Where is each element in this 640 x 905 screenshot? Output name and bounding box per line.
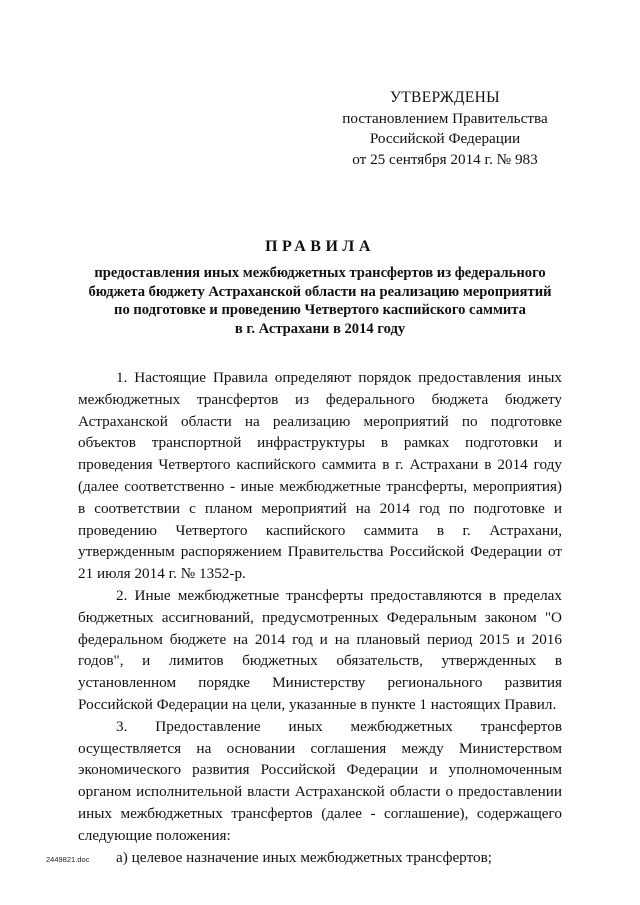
- title-line: в г. Астрахани в 2014 году: [234, 320, 406, 337]
- approval-line: Российской Федерации: [369, 130, 521, 147]
- footer-doc-id: 2449821.doc: [46, 855, 90, 864]
- approval-heading: УТВЕРЖДЕНЫ: [390, 89, 500, 106]
- document-body: [78, 367, 562, 868]
- paragraph: 1. Настоящие Правила определяют порядок предоставления иных межбюджетных трансфертов из федерального бюджета бюджету Астраханской области на реализацию мероприятий по подготовке объектов транспортной инфраструктуры в рамках подготовки и проведения Четвертого каспийского саммита в г. Астрахани в 2014 году (далее соответственно - иные межбюджетные трансферты, мероприятия) в соответствии с планом мероприятий на 2014 год по подготовке и проведению Четвертого каспийского саммита в г. Астрахани, утвержденным распоряжением Правительства Российской Федерации от 21 июля 2014 г. № 1352-р.: [78, 369, 562, 583]
- title-line: по подготовке и проведению Четвертого каспийского саммита: [114, 302, 526, 319]
- title-line: бюджета бюджету Астраханской области на реализацию мероприятий: [88, 283, 552, 300]
- paragraph: а) целевое назначение иных межбюджетных трансфертов;: [116, 848, 492, 866]
- title-line: предоставления иных межбюджетных трансфертов из федерального: [94, 265, 546, 281]
- approval-line: постановлением Правительства: [342, 109, 548, 127]
- paragraph: 3. Предоставление иных межбюджетных трансфертов осуществляется на основании соглашения между Министерством экономического развития Российской Федерации и уполномоченным органом исполнительной власти Астраханской области о предоставлении иных межбюджетных трансфертов (далее - соглашение), содержащего следующие положения:: [78, 717, 562, 844]
- document-title: [64, 238, 576, 338]
- approval-date-number: от 25 сентября 2014 г. № 983: [352, 150, 538, 168]
- title-main: ПРАВИЛА: [265, 238, 375, 255]
- approval-block: [330, 88, 560, 170]
- title-subtitle: [64, 264, 576, 338]
- paragraph: 2. Иные межбюджетные трансферты предоставляются в пределах бюджетных ассигнований, предусмотренных Федеральным законом "О федеральном бюджете на 2014 год и на плановый период 2015 и 2016 годов", и лимитов бюджетных обязательств, утвержденных в установленном порядке Министерству регионального развития Российской Федерации на цели, указанные в пункте 1 настоящих Правил.: [78, 586, 562, 713]
